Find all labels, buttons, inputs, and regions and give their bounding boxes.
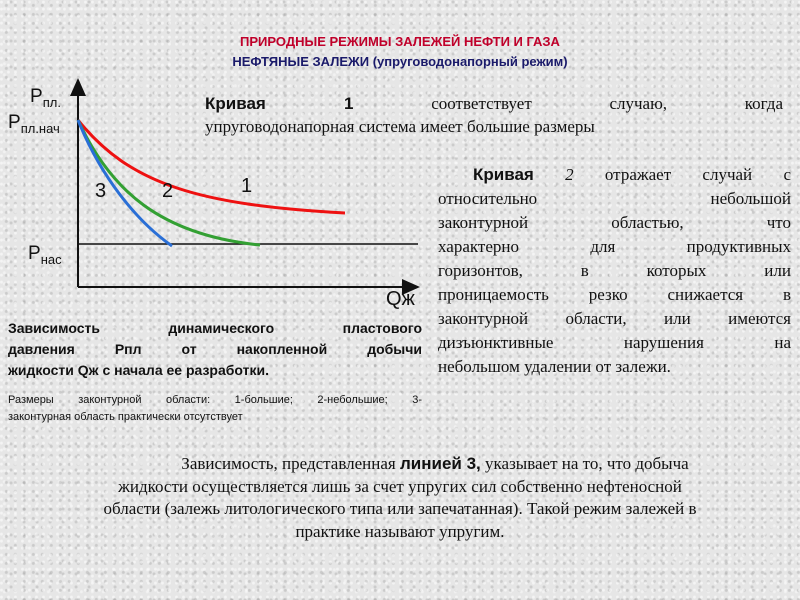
y-axis-label-ppl-nach: [8, 112, 60, 136]
p-sub-pl-nach: пл.нач: [20, 120, 60, 136]
curve-2-description: [438, 163, 791, 379]
p-symbol: P: [28, 243, 41, 264]
caption-note-line: законтурная область практически отсутствует: [8, 411, 243, 423]
caption-note-line: Размеры законтурной области: 1-большие; 2-небольшие; 3-: [8, 394, 422, 406]
caption-line: жидкости Qж с начала ее разработки.: [8, 362, 269, 378]
caption-line: давления Рпл от накопленной добычи: [8, 341, 422, 357]
caption-line: Зависимость динамического пластового: [8, 320, 422, 336]
curve-1-line-1: [205, 92, 783, 115]
curve-1-label: 1: [241, 175, 253, 197]
page-subtitle: НЕФТЯНЫЕ ЗАЛЕЖИ (упруговодонапорный режим): [232, 54, 568, 69]
p-symbol: P: [8, 112, 21, 133]
caption-note: [8, 392, 422, 426]
curve-2-line-1: [438, 163, 791, 187]
curve-2-line-1-text: отражает случай с: [604, 165, 791, 184]
curve-2-line: законтурной области, или имеются: [438, 309, 791, 328]
curve-2-line: характерно для продуктивных: [438, 237, 791, 256]
curve-2-line: относительно небольшой: [438, 189, 791, 208]
curve-1-line-2: упруговодонапорная система имеет большие размеры: [205, 117, 595, 136]
y-axis-label-pnas: [28, 243, 62, 267]
curve-2-line: законтурной областью, что: [438, 213, 791, 232]
curve-1-line-1-text: соответствует случаю, когда: [431, 94, 784, 113]
curve-2-label: 2: [162, 180, 174, 202]
bottom-line-1-rest: указывает на то, что добыча: [480, 454, 689, 473]
curve-1-description: [205, 92, 783, 138]
line-3-description: [10, 453, 790, 543]
y-axis-label-ppl: [30, 86, 61, 110]
bottom-line-1: [10, 453, 790, 476]
bottom-line: жидкости осуществляется лишь за счет упругих сил собственно нефтеносной: [118, 476, 682, 496]
p-sub-nas: нас: [40, 251, 62, 267]
curve-1-bold: Кривая 1: [205, 94, 354, 113]
p-symbol: P: [30, 86, 43, 107]
bottom-line: практике называют упругим.: [295, 521, 505, 541]
bottom-bold: линией 3,: [399, 454, 481, 473]
curve-2-num: 2: [565, 165, 574, 184]
curve-2-line: небольшом удалении от залежи.: [438, 357, 671, 376]
p-sub-pl: пл.: [42, 94, 61, 110]
bottom-line-1-pre: Зависимость, представленная: [181, 454, 400, 473]
curve-2-line: проницаемость резко снижается в: [438, 285, 791, 304]
curve-3: [78, 120, 172, 246]
curve-3-label: 3: [95, 180, 107, 202]
chart-caption: [8, 318, 422, 381]
curve-2-line: дизъюнктивные нарушения на: [438, 333, 791, 352]
curve-2-bold: Кривая: [473, 165, 534, 184]
page-title: ПРИРОДНЫЕ РЕЖИМЫ ЗАЛЕЖЕЙ НЕФТИ И ГАЗА: [240, 34, 560, 49]
curve-2-line: горизонтов, в которых или: [438, 261, 791, 280]
x-axis-label: Qж: [386, 288, 415, 310]
bottom-line: области (залежь литологического типа или запечатанная). Такой режим залежей в: [103, 499, 697, 518]
